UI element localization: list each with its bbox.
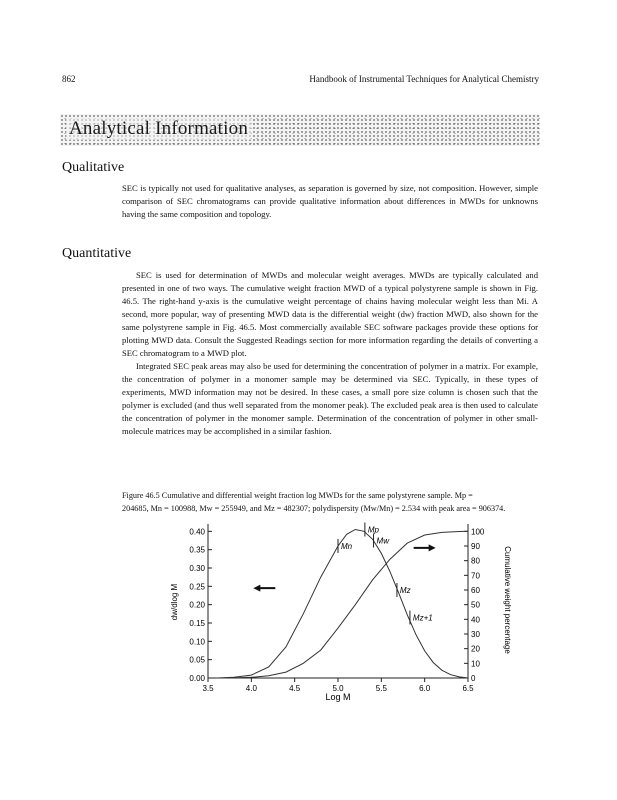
annotation-label: Mz+1 [412,613,433,623]
x-tick-label: 5.0 [332,684,344,693]
y-tick-label: 0.05 [189,655,205,665]
page-number: 862 [62,74,76,84]
annotation-label: Mz [399,586,411,595]
y2-tick-label: 40 [471,615,480,625]
annotation-label: Mn [341,542,353,551]
x-tick-label: 3.5 [202,684,214,693]
y2-axis-label: Cumulative weight percentage [503,546,512,654]
y2-tick-label: 50 [471,600,480,610]
y2-tick-label: 20 [471,644,480,654]
y2-tick-label: 60 [471,586,480,595]
figure-caption-line-2: 204685, Mn = 100988, Mw = 255949, and Mz = 482307; polydispersity (Mw/Mn) = 2.534 with peak area = 906374. [122,504,506,513]
x-axis-label: Log M [325,692,351,702]
arrow-left-icon [253,585,275,592]
arrow-right-icon [414,544,436,551]
y-axis-label: dw/dlog M [170,583,179,621]
quantitative-heading: Quantitative [62,246,132,261]
quantitative-paragraph-1: SEC is used for determination of MWDs and molecular weight averages. MWDs are typically calculated and presented in one of two ways. The cumulative weight fraction MWD of a typical polystyrene sample is shown in Fig. 46.5. The right-hand y-axis is the cumulative weight percentage of chains having molecular weight less than Mi. A second, more popular, way of presenting MWD data is the differential weight (dw) fraction MWD, also shown for the same polystyrene sample in Fig. 46.5. Most commercially available SEC software packages provide these options for plotting MWD data. Consult the Suggested Readings section for more information regarding the details of converting a SEC chromatogram to a MWD plot. [122,270,538,358]
y2-tick-label: 70 [471,571,480,581]
x-tick-label: 4.0 [245,684,257,693]
quantitative-paragraph-2: Integrated SEC peak areas may also be used for determining the concentration of polymer in a matrix. For example, the concentration of polymer in a monomer sample may be determined via SEC. Typically, in these types of experiments, MWD information may not be desired. In these cases, a small pore size column is chosen such that the polymer is excluded (and thus well separated from the monomer peak). The excluded peak area is then used to calculate the concentration of polymer in the monomer sample. Determination of the concentration of polymer in other small- molecule matrices may be accomplished in a similar fashion. [122,361,538,436]
y2-tick-label: 30 [471,630,480,639]
x-tick-label: 6.0 [419,684,431,693]
y2-tick-label: 90 [471,542,480,551]
running-title: Handbook of Instrumental Techniques for Analytical Chemistry [309,74,539,84]
y2-tick-label: 80 [471,556,480,566]
qualitative-heading: Qualitative [62,160,125,175]
y-tick-label: 0.10 [189,637,205,647]
y-tick-label: 0.00 [189,674,205,683]
y-tick-label: 0.15 [189,619,205,628]
y2-tick-label: 0 [471,674,476,683]
annotation-label: Mp [367,525,379,535]
y-tick-label: 0.25 [189,582,205,592]
y-tick-label: 0.40 [189,527,205,537]
x-tick-label: 6.5 [462,684,474,693]
differential-curve [217,530,468,679]
figure-caption-line-1: Figure 46.5 Cumulative and differential weight fraction log MWDs for the same polystyrene sample. Mp = [122,491,473,500]
banner-title: Analytical Information [66,118,251,140]
x-tick-label: 5.5 [375,684,387,693]
y-tick-label: 0.30 [189,564,205,573]
y2-tick-label: 100 [471,527,485,537]
y-tick-label: 0.20 [189,600,205,610]
qualitative-text: SEC is typically not used for qualitative analyses, as separation is governed by size, not composition. However, simple comparison of SEC chromatograms can provide qualitative information about differences in MWDs for unknowns having the same composition and topology. [122,183,538,219]
cumulative-curve [217,531,468,678]
y-tick-label: 0.35 [189,545,205,555]
annotation-label: Mw [376,536,389,546]
y2-tick-label: 10 [471,659,480,669]
x-tick-label: 4.5 [289,684,301,693]
